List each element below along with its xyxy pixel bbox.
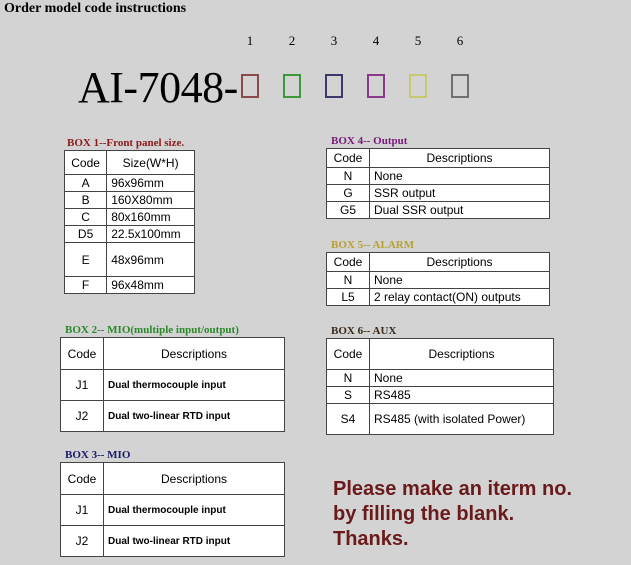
box4-header-code: Code bbox=[327, 149, 370, 168]
code-cell: J1 bbox=[61, 370, 104, 401]
box3-table bbox=[60, 462, 285, 557]
table-row bbox=[65, 175, 195, 192]
note-line-3: Thanks. bbox=[333, 528, 409, 550]
box3-header-descriptions: Descriptions bbox=[104, 463, 285, 495]
code-cell: N bbox=[327, 272, 370, 289]
size-cell: 22.5x100mm bbox=[107, 226, 195, 243]
position-number-6: 6 bbox=[456, 33, 464, 48]
box4-table bbox=[326, 148, 550, 219]
code-cell: N bbox=[327, 370, 370, 387]
box6-table bbox=[326, 338, 554, 435]
table-row bbox=[65, 209, 195, 226]
box1-header-size: Size(W*H) bbox=[107, 151, 195, 175]
code-cell: A bbox=[65, 175, 107, 192]
box1-table bbox=[64, 150, 195, 294]
table-row bbox=[65, 226, 195, 243]
table-row bbox=[327, 202, 550, 219]
code-cell: L5 bbox=[327, 289, 370, 306]
description-cell: None bbox=[370, 272, 550, 289]
code-cell: C bbox=[65, 209, 107, 226]
description-cell: Dual thermocouple input bbox=[104, 370, 285, 401]
table-row bbox=[61, 401, 285, 432]
box2-header-code: Code bbox=[61, 338, 104, 370]
code-cell: E bbox=[65, 243, 107, 277]
code-cell: G bbox=[327, 185, 370, 202]
size-cell: 96x48mm bbox=[107, 277, 195, 294]
description-cell: Dual SSR output bbox=[370, 202, 550, 219]
description-cell: RS485 (with isolated Power) bbox=[370, 404, 554, 435]
position-number-3: 3 bbox=[330, 33, 338, 48]
code-slot-6 bbox=[451, 74, 469, 98]
box5-title: BOX 5-- ALARM bbox=[331, 239, 415, 251]
box6-header-code: Code bbox=[327, 339, 370, 370]
code-cell: J1 bbox=[61, 495, 104, 526]
description-cell: None bbox=[370, 370, 554, 387]
note-line-1: Please make an iterm no. bbox=[333, 478, 573, 500]
description-cell: Dual two-linear RTD input bbox=[104, 526, 285, 557]
box1-header-code: Code bbox=[65, 151, 107, 175]
code-slot-2 bbox=[283, 74, 301, 98]
box6-title: BOX 6-- AUX bbox=[331, 325, 397, 337]
box5-header-descriptions: Descriptions bbox=[370, 253, 550, 272]
position-number-5: 5 bbox=[414, 33, 422, 48]
position-number-1: 1 bbox=[246, 33, 254, 48]
position-number-2: 2 bbox=[288, 33, 296, 48]
code-cell: J2 bbox=[61, 401, 104, 432]
table-row bbox=[327, 387, 554, 404]
box2-header-descriptions: Descriptions bbox=[104, 338, 285, 370]
code-slot-3 bbox=[325, 74, 343, 98]
page-title: Order model code instructions bbox=[4, 1, 187, 16]
description-cell: SSR output bbox=[370, 185, 550, 202]
box6-header-descriptions: Descriptions bbox=[370, 339, 554, 370]
code-slot-5 bbox=[409, 74, 427, 98]
box4-title: BOX 4-- Output bbox=[331, 135, 408, 147]
code-cell: S bbox=[327, 387, 370, 404]
table-row bbox=[65, 277, 195, 294]
table-row bbox=[61, 526, 285, 557]
description-cell: 2 relay contact(ON) outputs bbox=[370, 289, 550, 306]
code-cell: N bbox=[327, 168, 370, 185]
box2-title: BOX 2-- MIO(multiple input/output) bbox=[65, 324, 239, 336]
table-row bbox=[61, 495, 285, 526]
position-number-4: 4 bbox=[372, 33, 380, 48]
code-cell: B bbox=[65, 192, 107, 209]
code-slot-4 bbox=[367, 74, 385, 98]
table-row bbox=[65, 243, 195, 277]
table-row bbox=[65, 192, 195, 209]
box5-header-code: Code bbox=[327, 253, 370, 272]
table-row bbox=[327, 404, 554, 435]
box3-title: BOX 3-- MIO bbox=[65, 449, 131, 461]
code-cell: J2 bbox=[61, 526, 104, 557]
box1-title: BOX 1--Front panel size. bbox=[67, 137, 185, 149]
model-code-prefix: AI-7048- bbox=[78, 63, 238, 112]
code-cell: S4 bbox=[327, 404, 370, 435]
box2-table bbox=[60, 337, 285, 432]
table-row bbox=[61, 370, 285, 401]
box4-header-descriptions: Descriptions bbox=[370, 149, 550, 168]
code-cell: F bbox=[65, 277, 107, 294]
code-cell: D5 bbox=[65, 226, 107, 243]
size-cell: 80x160mm bbox=[107, 209, 195, 226]
description-cell: Dual two-linear RTD input bbox=[104, 401, 285, 432]
size-cell: 96x96mm bbox=[107, 175, 195, 192]
table-row bbox=[327, 272, 550, 289]
code-cell: G5 bbox=[327, 202, 370, 219]
table-row bbox=[327, 185, 550, 202]
table-row bbox=[327, 289, 550, 306]
note-line-2: by filling the blank. bbox=[333, 503, 515, 525]
box3-header-code: Code bbox=[61, 463, 104, 495]
size-cell: 160X80mm bbox=[107, 192, 195, 209]
table-row bbox=[327, 168, 550, 185]
box5-table bbox=[326, 252, 550, 306]
table-row bbox=[327, 370, 554, 387]
description-cell: None bbox=[370, 168, 550, 185]
size-cell: 48x96mm bbox=[107, 243, 195, 277]
description-cell: Dual thermocouple input bbox=[104, 495, 285, 526]
code-slot-1 bbox=[241, 74, 259, 98]
description-cell: RS485 bbox=[370, 387, 554, 404]
instruction-note bbox=[333, 477, 623, 552]
